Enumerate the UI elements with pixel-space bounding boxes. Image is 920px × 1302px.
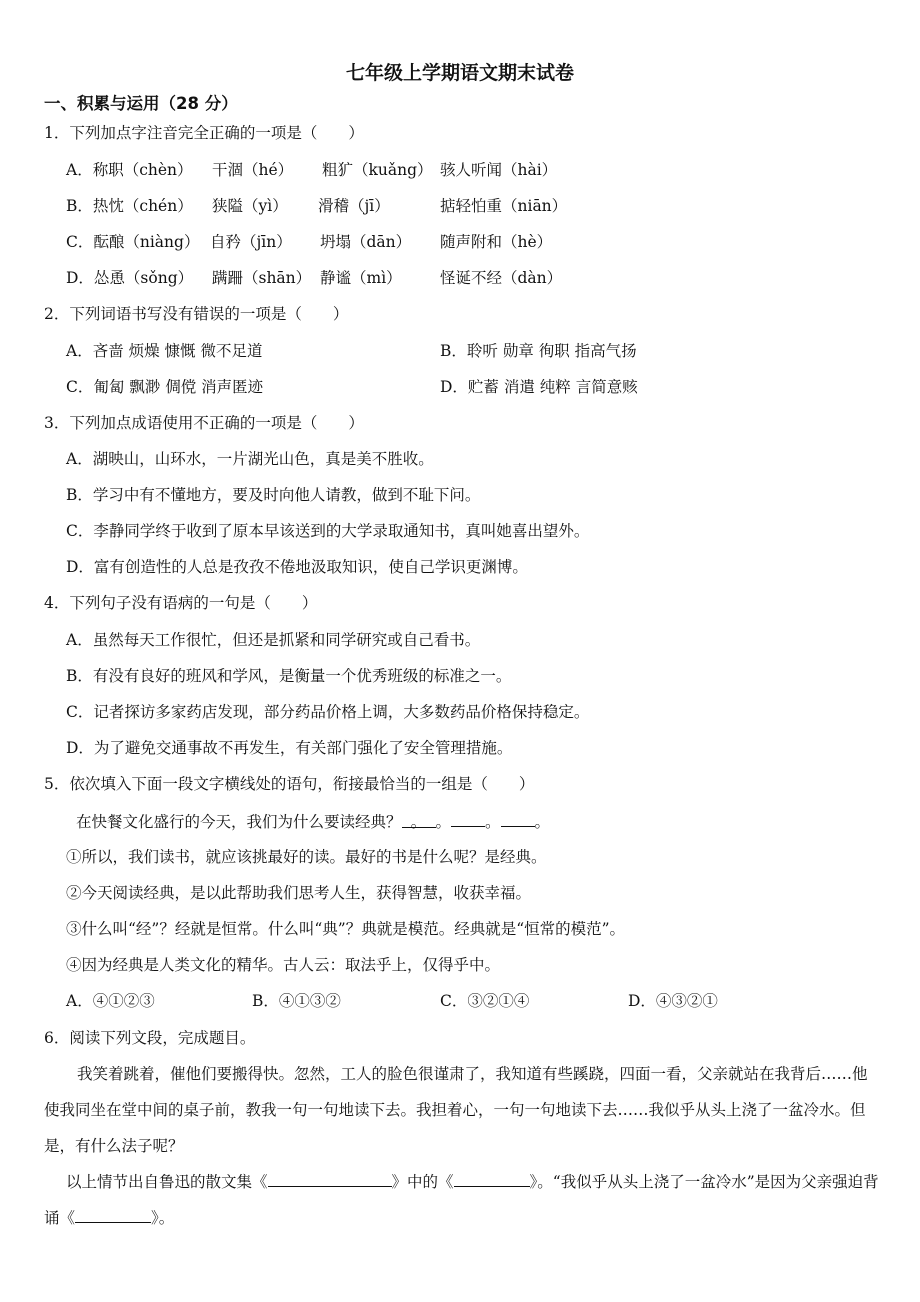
q5-blank-3[interactable] bbox=[501, 811, 535, 827]
q1-b-word3: 滑稽（jī） bbox=[318, 197, 390, 215]
q1-d-word2: 蹒跚（shān） bbox=[212, 269, 312, 287]
q5-blank-2[interactable] bbox=[451, 811, 485, 827]
q6-question-part3: 》。“我似乎从头上浇了一盆冷水”是因为父亲强迫背诵《 bbox=[44, 1173, 879, 1227]
q2-option-c[interactable]: C．匍匐 飘渺 倜傥 消声匿迹 bbox=[66, 378, 264, 396]
q2-option-b[interactable]: B．聆听 勋章 徇职 指高气扬 bbox=[440, 342, 637, 360]
q5-item-1: ①所以，我们读书，就应该挑最好的读。最好的书是什么呢？是经典。 bbox=[66, 848, 547, 866]
q1-a-word2: 干涸（hé） bbox=[212, 161, 294, 179]
q2-option-a[interactable]: A．吝啬 烦燥 慷慨 微不足道 bbox=[66, 342, 263, 360]
q5-option-a[interactable]: A．④①②③ bbox=[66, 992, 155, 1010]
q4-option-b[interactable]: B．有没有良好的班风和学风，是衡量一个优秀班级的标准之一。 bbox=[66, 667, 512, 685]
page-title: 七年级上学期语文期末试卷 bbox=[345, 62, 574, 84]
q1-b-word2: 狭隘（yì） bbox=[212, 197, 288, 215]
q5-option-c[interactable]: C．③②①④ bbox=[440, 992, 530, 1010]
question-2-stem: 2．下列词语书写没有错误的一项是（ ） bbox=[44, 305, 349, 323]
q1-c-word2: 自矜（jīn） bbox=[210, 233, 292, 251]
q1-c-word1: C．酝酿（niàng） bbox=[66, 233, 200, 251]
q6-question bbox=[44, 1164, 880, 1236]
question-6-stem: 6．阅读下列文段，完成题目。 bbox=[44, 1029, 256, 1047]
q1-b-word4: 掂轻怕重（niān） bbox=[440, 197, 568, 215]
q5-lead-text: 在快餐文化盛行的今天，我们为什么要读经典？ bbox=[76, 813, 402, 831]
q3-option-c[interactable]: C．李静同学终于收到了原本早该送到的大学录取通知书，真叫她喜出望外。 bbox=[66, 522, 590, 540]
q3-option-b[interactable]: B．学习中有不懂地方，要及时向他人请教，做到不耻下问。 bbox=[66, 486, 481, 504]
q5-blank-1[interactable]: 。 bbox=[402, 812, 436, 828]
q5-item-2: ②今天阅读经典，是以此帮助我们思考人生，获得智慧，收获幸福。 bbox=[66, 884, 532, 902]
q6-passage: 我笑着跳着，催他们要搬得快。忽然，工人的脸色很谨肃了，我知道有些蹊跷，四面一看，父亲就站在我背后……他使我同坐在堂中间的桌子前，教我一句一句地读下去。我担着心，一句一句地读下去……我似乎从头上浇了一盆冷水。但是，有什么法子呢？ bbox=[44, 1065, 868, 1155]
q2-option-d[interactable]: D．贮蓄 消遣 纯粹 言简意赅 bbox=[440, 378, 638, 396]
question-5-stem: 5．依次填入下面一段文字横线处的语句，衔接最恰当的一组是（ ） bbox=[44, 775, 535, 793]
q6-question-part1: 以上情节出自鲁迅的散文集《 bbox=[66, 1173, 268, 1191]
question-4-stem: 4．下列句子没有语病的一句是（ ） bbox=[44, 594, 318, 612]
q6-blank-collection[interactable] bbox=[268, 1171, 392, 1187]
q1-a-word4: 骇人听闻（hài） bbox=[440, 161, 558, 179]
q4-option-d[interactable]: D．为了避免交通事故不再发生，有关部门强化了安全管理措施。 bbox=[66, 739, 513, 757]
q5-lead-end: 。 bbox=[534, 813, 551, 831]
q1-d-word4: 怪诞不经（dàn） bbox=[440, 269, 563, 287]
q1-c-word3: 坍塌（dān） bbox=[320, 233, 412, 251]
q5-option-b[interactable]: B．④①③② bbox=[252, 992, 341, 1010]
q4-option-c[interactable]: C．记者探访多家药店发现，部分药品价格上调，大多数药品价格保持稳定。 bbox=[66, 703, 590, 721]
q3-option-d[interactable]: D．富有创造性的人总是孜孜不倦地汲取知识，使自己学识更渊博。 bbox=[66, 558, 528, 576]
q1-a-word3: 粗犷（kuǎng） bbox=[322, 161, 433, 179]
q4-option-a[interactable]: A．虽然每天工作很忙，但还是抓紧和同学研究或自己看书。 bbox=[66, 631, 481, 649]
section-heading: 一、积累与运用（28 分） bbox=[44, 94, 238, 113]
q5-blank-sep-2: 。 bbox=[485, 813, 501, 831]
q5-lead-sentence bbox=[76, 811, 550, 832]
q1-d-word3: 静谧（mì） bbox=[320, 269, 402, 287]
q5-item-3: ③什么叫“经”？经就是恒常。什么叫“典”？典就是模范。经典就是“恒常的模范”。 bbox=[66, 920, 626, 938]
q5-item-4: ④因为经典是人类文化的精华。古人云：取法乎上，仅得乎中。 bbox=[66, 956, 501, 974]
q6-question-part2: 》中的《 bbox=[391, 1173, 454, 1191]
q1-a-word1: A．称职（chèn） bbox=[66, 161, 193, 179]
q1-c-word4: 随声附和（hè） bbox=[440, 233, 553, 251]
question-3-stem: 3．下列加点成语使用不正确的一项是（ ） bbox=[44, 414, 364, 432]
q1-b-word1: B．热忱（chén） bbox=[66, 197, 193, 215]
q6-blank-essay[interactable] bbox=[454, 1171, 530, 1187]
q1-d-word1: D．怂恿（sǒng） bbox=[66, 269, 194, 287]
question-1-stem: 1．下列加点字注音完全正确的一项是（ ） bbox=[44, 124, 364, 142]
q3-option-a[interactable]: A．湖映山，山环水，一片湖光山色，真是美不胜收。 bbox=[66, 450, 434, 468]
q5-blank-sep-1: 。 bbox=[435, 813, 452, 831]
q6-question-part4: 》。 bbox=[151, 1209, 175, 1227]
q5-option-d[interactable]: D．④③②① bbox=[628, 992, 718, 1010]
q6-blank-book[interactable] bbox=[75, 1207, 151, 1223]
